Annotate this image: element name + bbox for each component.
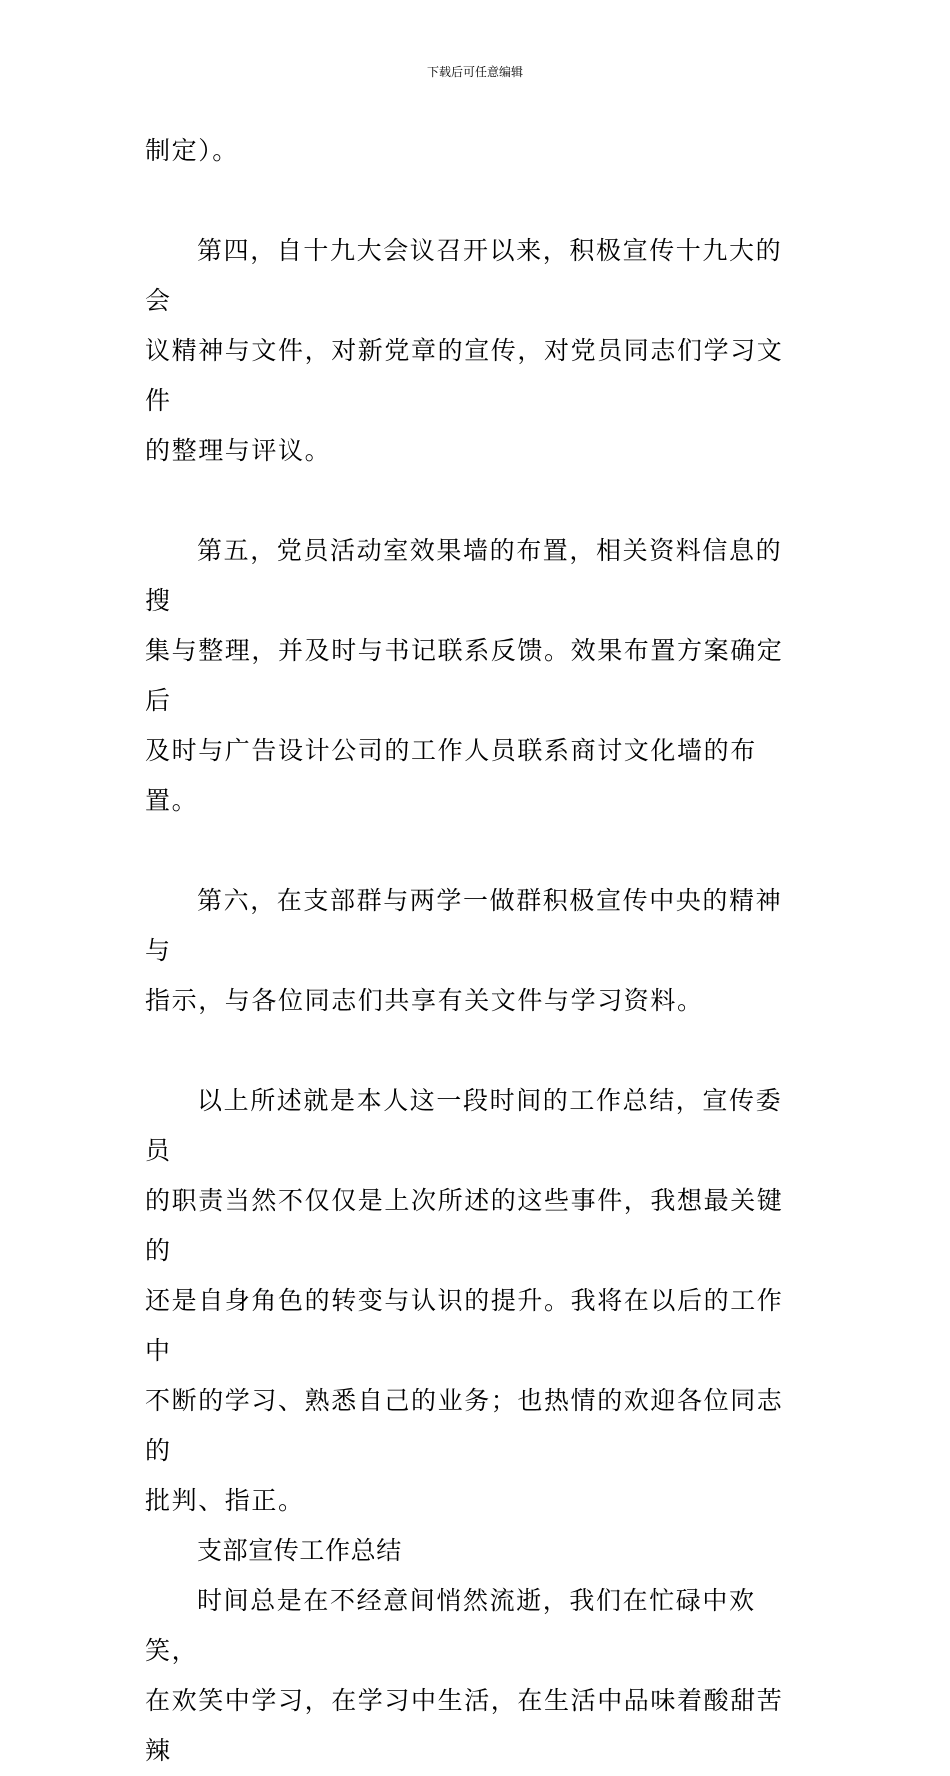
- paragraph-continuation: 制定）。: [145, 136, 239, 165]
- paragraph-item-five: 第五，党员活动室效果墙的布置，相关资料信息的搜 集与整理，并及时与书记联系反馈。效果布置方案确定后 及时与广告设计公司的工作人员联系商讨文化墙的布置。: [145, 536, 784, 815]
- page-header-note: 下载后可任意编辑: [426, 65, 523, 79]
- section-title: 支部宣传工作总结: [197, 1536, 402, 1565]
- document-body: [145, 126, 807, 1776]
- paragraph-section-intro: 时间总是在不经意间悄然流逝，我们在忙碌中欢笑， 在欢笑中学习，在学习中生活，在生活中品味着酸甜苦辣: [145, 1586, 784, 1765]
- paragraph-item-six: 第六，在支部群与两学一做群积极宣传中央的精神与 指示，与各位同志们共享有关文件与学习资料。: [145, 886, 783, 1015]
- paragraph-summary: 以上所述就是本人这一段时间的工作总结，宣传委员 的职责当然不仅仅是上次所述的这些事件，我想最关键的 还是自身角色的转变与认识的提升。我将在以后的工作中 不断的学习、熟悉自己的业务；也热情的欢迎各位同志的 批判、指正。: [145, 1086, 784, 1515]
- paragraph-item-four: 第四，自十九大会议召开以来，积极宣传十九大的会 议精神与文件，对新党章的宣传，对党员同志们学习文件 的整理与评议。: [145, 236, 784, 465]
